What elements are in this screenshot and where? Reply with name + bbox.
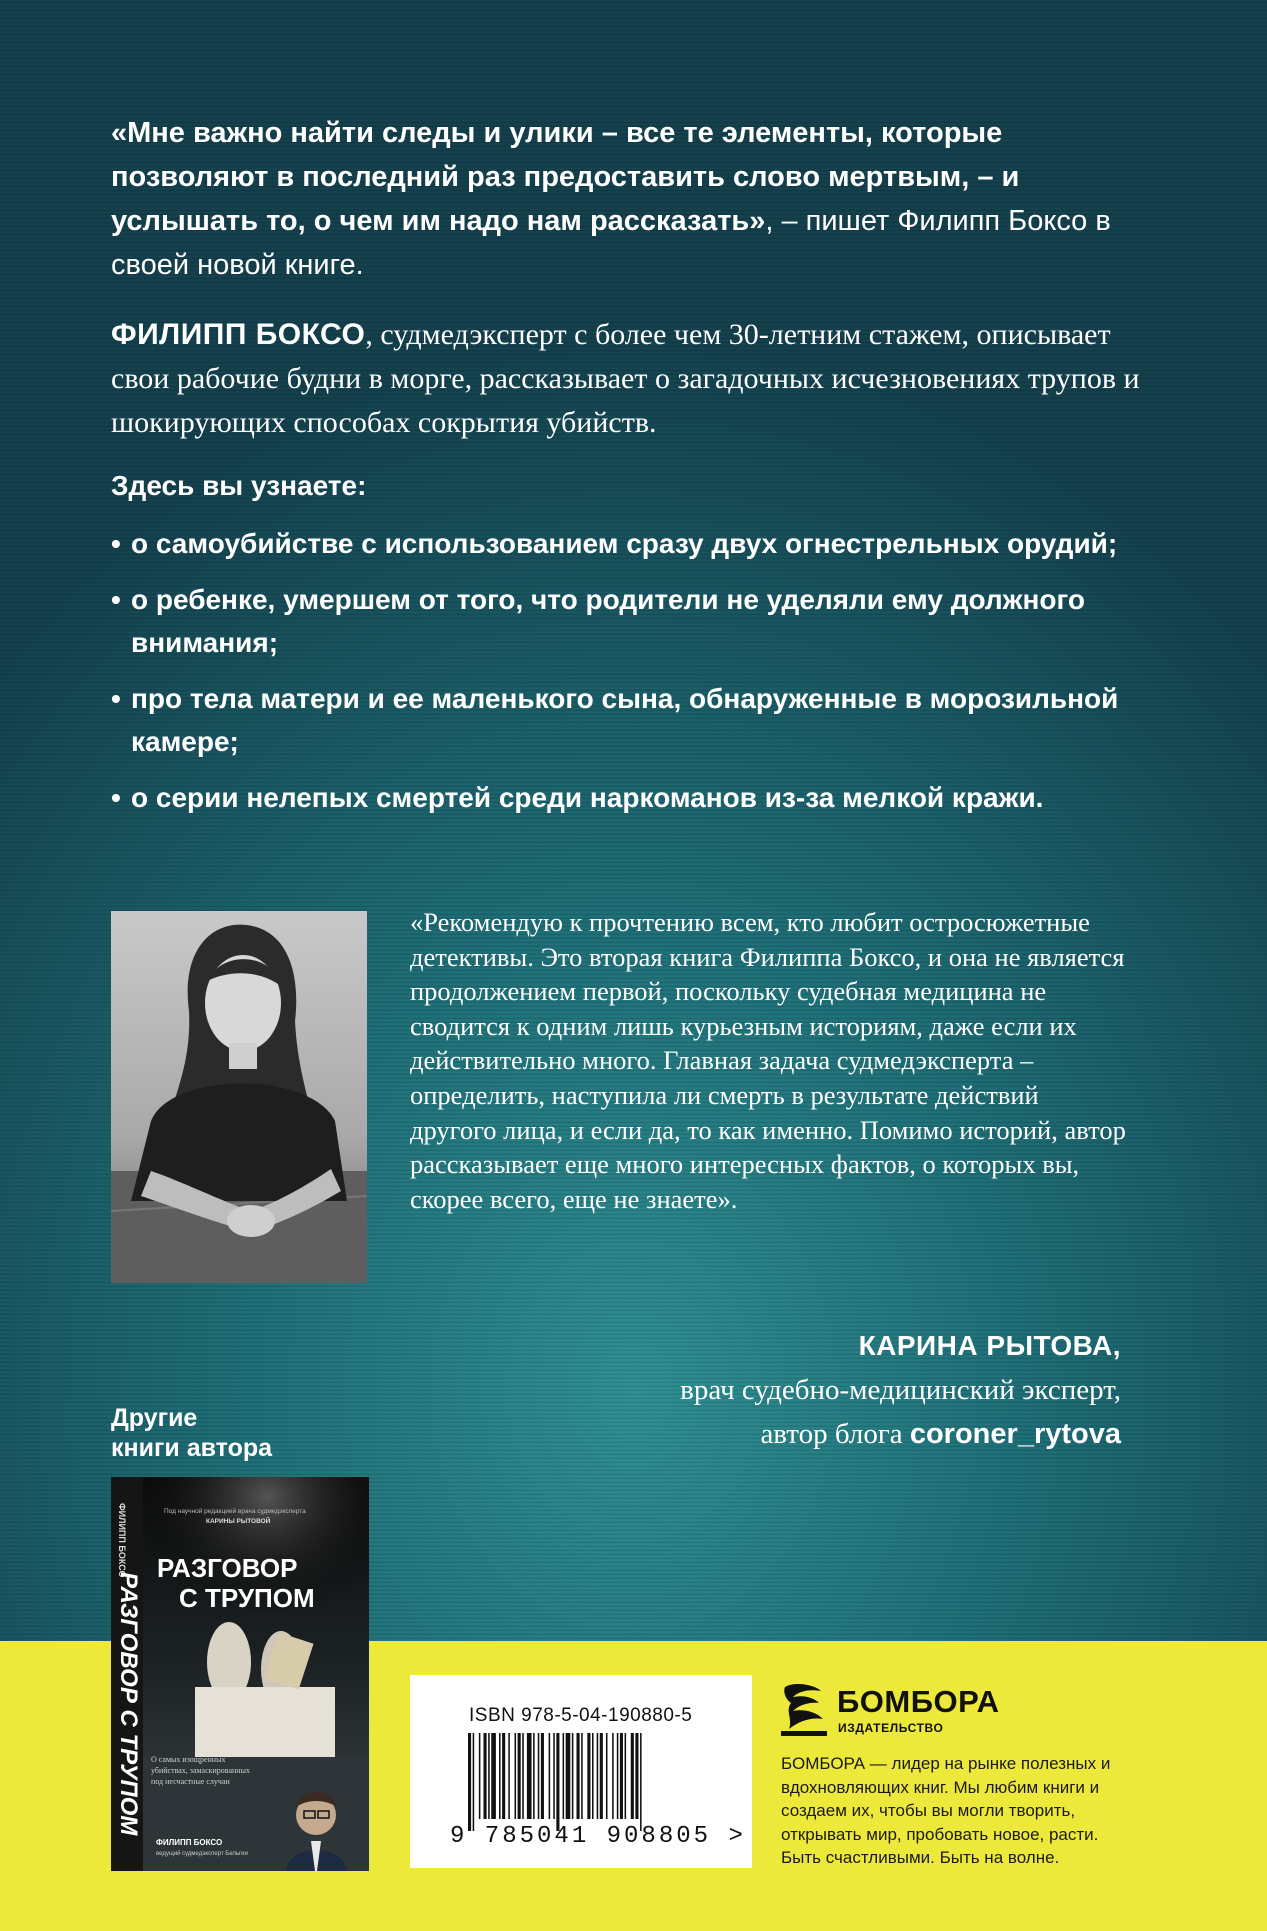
book-cover-image xyxy=(111,1477,369,1871)
spine-author: ФИЛИПП БОКСО xyxy=(117,1503,127,1578)
book-author: ФИЛИПП БОКСО xyxy=(156,1838,223,1847)
learn-heading: Здесь вы узнаете: xyxy=(111,470,367,501)
intro-quote-bold: «Мне важно найти следы и улики – все те элементы, которые позволяют в последний раз предоставить слово мертвым, – и услышать то, о чем им надо нам рассказать» xyxy=(111,117,1020,237)
barcode-bar xyxy=(635,1733,638,1819)
book-tagline2: убийствах, замаскированных xyxy=(151,1766,250,1775)
barcode-bar xyxy=(515,1733,517,1819)
reviewer-name: КАРИНА РЫТОВА, xyxy=(858,1330,1121,1361)
intro-quote xyxy=(111,111,1121,287)
barcode-bar xyxy=(499,1733,501,1819)
barcode-bar xyxy=(600,1733,603,1819)
book-title-line2: С ТРУПОМ xyxy=(179,1583,315,1613)
reviewer-photo xyxy=(111,911,367,1283)
barcode-bar xyxy=(592,1733,594,1819)
bullet-icon: • xyxy=(111,528,121,559)
book-tagline1: О самых изощренных xyxy=(151,1755,226,1764)
barcode-bar xyxy=(566,1733,571,1819)
other-book-cover xyxy=(111,1477,369,1871)
barcode-bar xyxy=(541,1733,544,1819)
author-description xyxy=(111,313,1171,445)
publisher-sub: ИЗДАТЕЛЬСТВО xyxy=(838,1721,944,1735)
barcode-bar xyxy=(549,1733,551,1819)
barcode-bar xyxy=(572,1733,574,1819)
isbn-block xyxy=(410,1675,752,1868)
spine-title: РАЗГОВОР С ТРУПОМ xyxy=(115,1572,142,1836)
intro-quote-rest: , – пишет Филипп Боксо в своей новой книге. xyxy=(111,205,1111,281)
learn-item: • о ребенке, умершем от того, что родители не уделяли ему должного внимания; xyxy=(111,578,1161,664)
barcode-bar xyxy=(491,1733,496,1819)
barcode-bar xyxy=(518,1733,521,1819)
barcode-bar xyxy=(556,1733,559,1831)
review-quote: «Рекомендую к прочтению всем, кто любит остросюжетные детективы. Это вторая книга Филиппа Боксо, и она не является продолжением первой, поскольку судебная медицина не сводится к одним лишь курьезным историям, даже если их действительно много. Главная задача судмедэксперта – определить, наступила ли смерть в результате действий другого лица, и если да, то как именно. Помимо историй, автор рассказывает еще много интересных фактов, о которых вы, скорее всего, еще не знаете». xyxy=(410,907,1126,1214)
barcode-bar xyxy=(479,1733,481,1819)
barcode-bar xyxy=(631,1733,634,1819)
barcode-bar xyxy=(597,1733,599,1819)
publisher-logo xyxy=(781,1681,1021,1737)
barcode-bar xyxy=(508,1733,510,1819)
book-top-line2: КАРИНЫ РЫТОВОЙ xyxy=(206,1518,271,1525)
bullet-icon: • xyxy=(111,584,121,615)
barcode-bar xyxy=(533,1733,535,1819)
blog-handle: coroner_rytova xyxy=(909,1418,1121,1450)
barcode-bar xyxy=(587,1733,590,1819)
reviewer-photo-image xyxy=(111,911,367,1283)
bullet-icon: • xyxy=(111,683,121,714)
barcode-bar xyxy=(502,1733,505,1819)
barcode-bar xyxy=(468,1733,471,1831)
isbn-label: ISBN 978-5-04-190880-5 xyxy=(469,1705,693,1726)
book-top-line1: Под научной редакцией врача судмедэксперта xyxy=(164,1508,306,1515)
other-books-line1: Другие xyxy=(111,1404,198,1432)
learn-list xyxy=(111,522,1161,832)
publisher-name: БОМБОРА xyxy=(837,1684,1000,1719)
learn-item: • про тела матери и ее маленького сына, обнаруженные в морозильной камере; xyxy=(111,677,1161,763)
barcode-bar xyxy=(488,1733,490,1819)
barcode-bar xyxy=(625,1733,627,1819)
barcode-bar xyxy=(538,1733,540,1819)
barcode-bar xyxy=(553,1733,555,1819)
barcode-digits: 9 785041 908805 > xyxy=(450,1823,746,1850)
barcode-bar xyxy=(617,1733,619,1819)
publisher-description: БОМБОРА — лидер на рынке полезных и вдохновляющих книг. Мы любим книги и создаем их, чтобы вы могли творить, открывать мир, пробовать новое, расти. Быть счастливыми. Быть на волне. xyxy=(781,1754,1111,1867)
review-signature xyxy=(680,1324,1121,1456)
barcode-bar xyxy=(522,1733,524,1819)
bombora-wave-icon xyxy=(781,1681,831,1737)
book-author-sub: ведущий судмедэксперт Бельгии xyxy=(156,1851,248,1857)
barcode-bar xyxy=(527,1733,532,1819)
barcode-bar xyxy=(612,1733,614,1819)
reviewer-blog xyxy=(680,1412,1121,1456)
bullet-icon: • xyxy=(111,782,121,813)
learn-item: • о самоубийстве с использованием сразу двух огнестрельных орудий; xyxy=(111,522,1161,565)
other-books-line2: книги автора xyxy=(111,1434,273,1462)
barcode-bar xyxy=(640,1733,642,1831)
barcode-bar xyxy=(577,1733,580,1819)
other-books-label xyxy=(111,1403,272,1463)
barcode-bar xyxy=(473,1733,475,1831)
barcode-bar xyxy=(606,1733,608,1819)
barcode-icon xyxy=(468,1733,704,1831)
barcode-bar xyxy=(563,1733,565,1819)
blog-prefix: автор блога xyxy=(760,1418,910,1450)
book-tagline3: под несчастные случаи xyxy=(151,1777,230,1786)
barcode-bar xyxy=(581,1733,583,1819)
barcode-bar xyxy=(620,1733,623,1819)
learn-item: • о серии нелепых смертей среди наркоманов из-за мелкой кражи. xyxy=(111,776,1161,819)
author-name: ФИЛИПП БОКСО xyxy=(111,318,366,351)
author-description-text: , судмедэксперт с более чем 30-летним стажем, описывает свои рабочие будни в морге, рассказывает о загадочных исчезновениях трупов и шокирующих способах сокрытия убийств. xyxy=(111,318,1140,439)
book-title-line1: РАЗГОВОР xyxy=(157,1553,298,1583)
barcode-bar xyxy=(484,1733,487,1819)
reviewer-title: врач судебно-медицинский эксперт, xyxy=(680,1374,1121,1406)
